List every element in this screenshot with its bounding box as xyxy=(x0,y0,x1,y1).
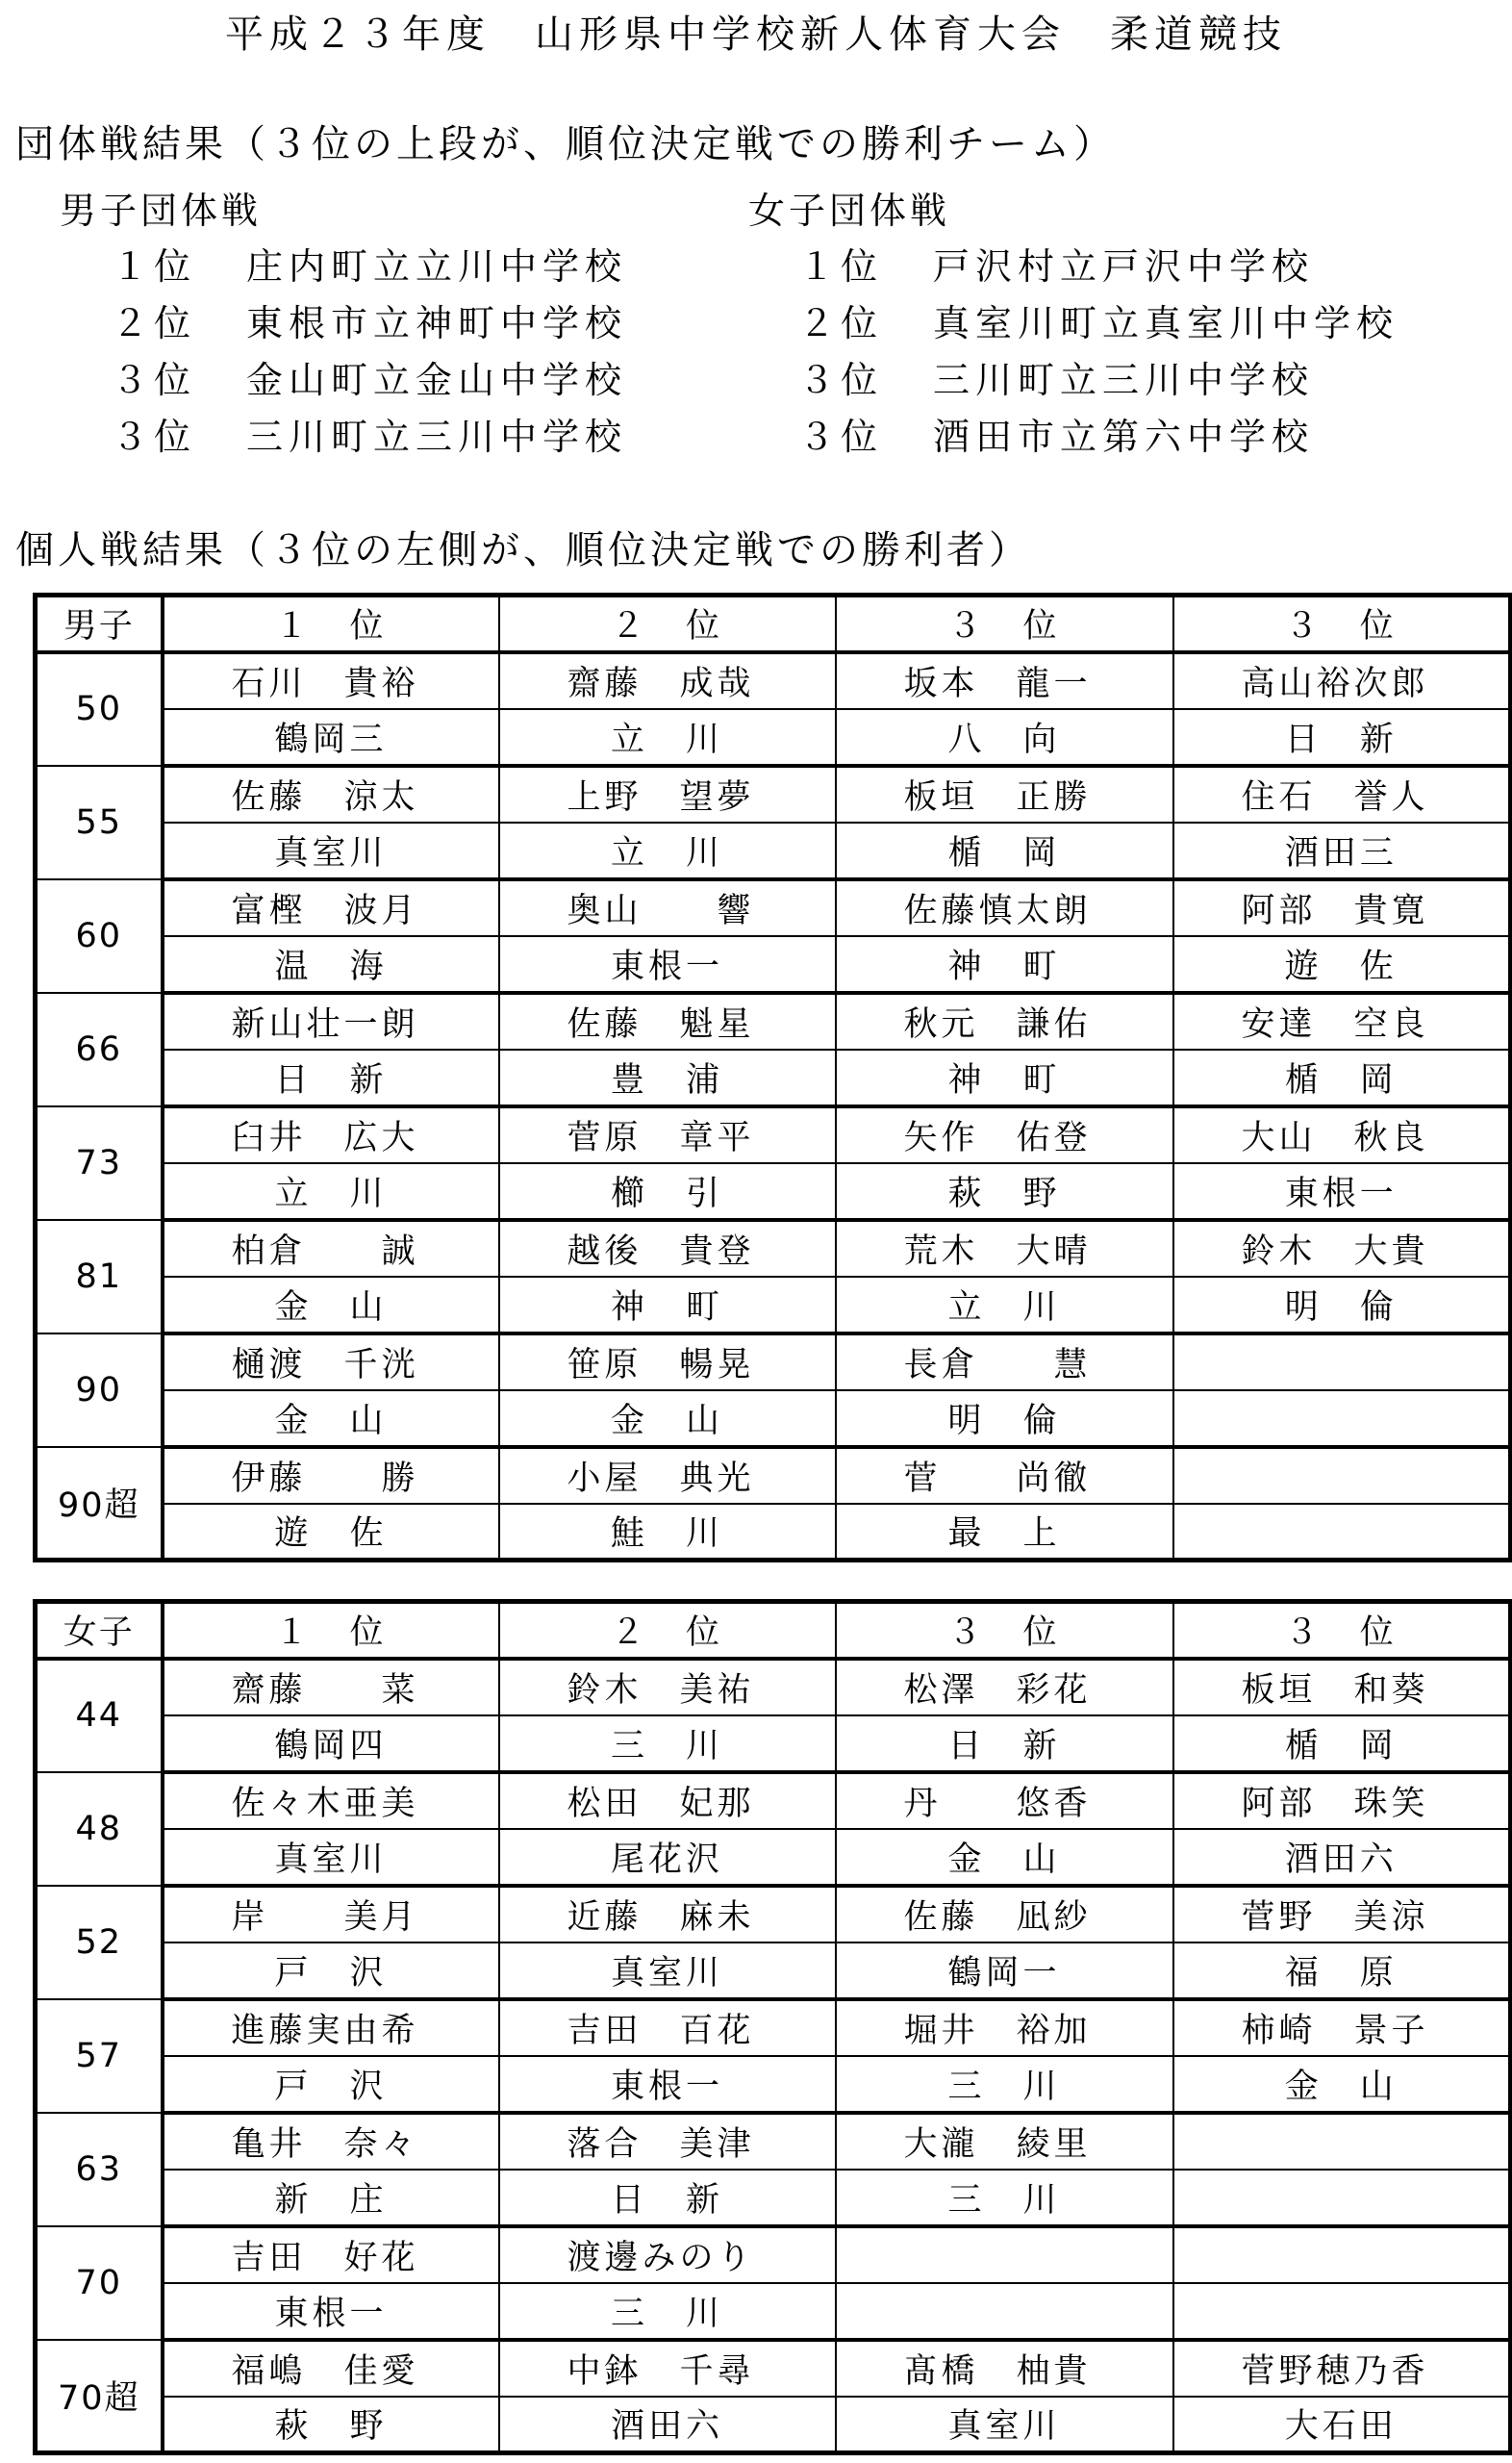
athlete-school: 温 海 xyxy=(163,936,499,993)
table-row xyxy=(36,2340,1511,2397)
team-result-row xyxy=(798,407,1314,460)
weight-class: 44 xyxy=(36,1659,163,1772)
team-school: 庄内町立立川中学校 xyxy=(246,245,628,288)
athlete-school: 楯 岡 xyxy=(1173,1715,1511,1772)
athlete-name: 岸 美月 xyxy=(163,1886,499,1942)
athlete-school: 立 川 xyxy=(163,1163,499,1220)
athlete-name: 佐藤慎太朗 xyxy=(836,879,1173,936)
team-rank: ３位 xyxy=(112,359,197,401)
team-result-row xyxy=(112,407,627,460)
athlete-school: 酒田六 xyxy=(499,2397,836,2453)
table-row xyxy=(36,1829,1511,1886)
weight-class: 48 xyxy=(36,1772,163,1886)
athlete-school: 明 倫 xyxy=(1173,1277,1511,1333)
athlete-school: 戸 沢 xyxy=(163,2056,499,2113)
athlete-school: 真室川 xyxy=(499,1942,836,1999)
athlete-school: 東根一 xyxy=(163,2283,499,2340)
table-row xyxy=(36,2283,1511,2340)
athlete-school: 神 町 xyxy=(836,1050,1173,1106)
athlete-name: 落合 美津 xyxy=(499,2113,836,2170)
team-rank: ２位 xyxy=(798,302,884,344)
athlete-name: 菅野穂乃香 xyxy=(1173,2340,1511,2397)
athlete-school: 萩 野 xyxy=(836,1163,1173,1220)
athlete-name: 石川 貴裕 xyxy=(163,652,499,709)
athlete-name: 亀井 奈々 xyxy=(163,2113,499,2170)
athlete-school: 萩 野 xyxy=(163,2397,499,2453)
athlete-school xyxy=(1173,2283,1511,2340)
rank-header: ３ 位 xyxy=(1173,1602,1511,1659)
athlete-name: 佐藤 凪紗 xyxy=(836,1886,1173,1942)
table-row xyxy=(36,2113,1511,2170)
athlete-name: 佐々木亜美 xyxy=(163,1772,499,1829)
table-row xyxy=(36,1220,1511,1277)
athlete-school: 金 山 xyxy=(163,1277,499,1333)
team-result-row xyxy=(112,350,627,403)
athlete-name: 髙橋 柚貴 xyxy=(836,2340,1173,2397)
athlete-name: 奥山 響 xyxy=(499,879,836,936)
athlete-school: 真室川 xyxy=(163,1829,499,1886)
athlete-name: 菅野 美涼 xyxy=(1173,1886,1511,1942)
athlete-name: 鈴木 美祐 xyxy=(499,1659,836,1715)
athlete-school: 真室川 xyxy=(836,2397,1173,2453)
athlete-name: 齋藤 成哉 xyxy=(499,652,836,709)
athlete-school: 神 町 xyxy=(499,1277,836,1333)
weight-class: 90超 xyxy=(36,1447,163,1561)
athlete-name: 秋元 謙佑 xyxy=(836,993,1173,1050)
team-rank: ３位 xyxy=(798,359,884,401)
team-school: 三川町立三川中学校 xyxy=(933,359,1315,401)
athlete-school: 鮭 川 xyxy=(499,1504,836,1561)
athlete-name: 鈴木 大貴 xyxy=(1173,1220,1511,1277)
table-row xyxy=(36,1050,1511,1106)
athlete-school: 福 原 xyxy=(1173,1942,1511,1999)
table-row xyxy=(36,1390,1511,1447)
table-header-row xyxy=(36,1602,1511,1659)
athlete-name: 板垣 和葵 xyxy=(1173,1659,1511,1715)
team-school: 酒田市立第六中学校 xyxy=(933,416,1315,458)
table-row xyxy=(36,1886,1511,1942)
team-rank: ２位 xyxy=(112,302,197,344)
athlete-name: 上野 望夢 xyxy=(499,766,836,823)
athlete-name: 笹原 暢晃 xyxy=(499,1333,836,1390)
athlete-name: 佐藤 魁星 xyxy=(499,993,836,1050)
table-row xyxy=(36,1277,1511,1333)
athlete-name: 松澤 彩花 xyxy=(836,1659,1173,1715)
table-row xyxy=(36,652,1511,709)
athlete-name: 樋渡 千洸 xyxy=(163,1333,499,1390)
athlete-name: 富樫 波月 xyxy=(163,879,499,936)
athlete-school: 最 上 xyxy=(836,1504,1173,1561)
division-header: 男子 xyxy=(36,596,163,652)
weight-class: 90 xyxy=(36,1333,163,1447)
athlete-school: 立 川 xyxy=(499,823,836,879)
athlete-school: 明 倫 xyxy=(836,1390,1173,1447)
rank-header: ２ 位 xyxy=(499,1602,836,1659)
rank-header: ３ 位 xyxy=(836,596,1173,652)
rank-header: ２ 位 xyxy=(499,596,836,652)
athlete-name: 伊藤 勝 xyxy=(163,1447,499,1504)
table-header-row xyxy=(36,596,1511,652)
team-rank: １位 xyxy=(798,245,884,288)
athlete-school: 日 新 xyxy=(1173,709,1511,766)
team-result-row xyxy=(798,237,1314,290)
page-title: 平成２３年度 山形県中学校新人体育大会 柔道競技 xyxy=(225,13,1287,57)
team-rank: ３位 xyxy=(798,416,884,458)
team-results-heading: 団体戦結果（３位の上段が、順位決定戦での勝利チーム） xyxy=(15,122,1116,166)
athlete-school: 三 川 xyxy=(836,2170,1173,2226)
athlete-school xyxy=(1173,1504,1511,1561)
athlete-school: 八 向 xyxy=(836,709,1173,766)
weight-class: 63 xyxy=(36,2113,163,2226)
table-row xyxy=(36,2056,1511,2113)
weight-class: 73 xyxy=(36,1106,163,1220)
boys-team-label: 男子団体戦 xyxy=(60,190,263,232)
athlete-school: 鶴岡一 xyxy=(836,1942,1173,1999)
athlete-name: 荒木 大晴 xyxy=(836,1220,1173,1277)
athlete-name: 中鉢 千尋 xyxy=(499,2340,836,2397)
athlete-name: 柿崎 景子 xyxy=(1173,1999,1511,2056)
athlete-name: 大瀧 綾里 xyxy=(836,2113,1173,2170)
table-row xyxy=(36,1942,1511,1999)
athlete-name: 福嶋 佳愛 xyxy=(163,2340,499,2397)
athlete-school: 東根一 xyxy=(1173,1163,1511,1220)
girls-individual-table xyxy=(33,1599,1512,2455)
athlete-school: 東根一 xyxy=(499,936,836,993)
weight-class: 70 xyxy=(36,2226,163,2340)
table-row xyxy=(36,709,1511,766)
weight-class: 57 xyxy=(36,1999,163,2113)
team-result-row xyxy=(112,293,627,346)
table-row xyxy=(36,1999,1511,2056)
athlete-school: 立 川 xyxy=(836,1277,1173,1333)
athlete-name: 菅原 章平 xyxy=(499,1106,836,1163)
athlete-school: 日 新 xyxy=(163,1050,499,1106)
team-school: 東根市立神町中学校 xyxy=(246,302,628,344)
rank-header: ３ 位 xyxy=(1173,596,1511,652)
table-row xyxy=(36,1504,1511,1561)
athlete-name: 矢作 佑登 xyxy=(836,1106,1173,1163)
athlete-name: 坂本 龍一 xyxy=(836,652,1173,709)
athlete-school: 金 山 xyxy=(163,1390,499,1447)
athlete-school: 日 新 xyxy=(499,2170,836,2226)
athlete-name: 丹 悠香 xyxy=(836,1772,1173,1829)
weight-class: 66 xyxy=(36,993,163,1106)
athlete-name xyxy=(1173,1333,1511,1390)
rank-header: １ 位 xyxy=(163,1602,499,1659)
boys-individual-table xyxy=(33,593,1512,1562)
athlete-school: 遊 佐 xyxy=(1173,936,1511,993)
athlete-name: 堀井 裕加 xyxy=(836,1999,1173,2056)
team-result-row xyxy=(112,237,627,290)
athlete-school: 金 山 xyxy=(499,1390,836,1447)
athlete-school xyxy=(836,2283,1173,2340)
athlete-name xyxy=(1173,1447,1511,1504)
athlete-school: 日 新 xyxy=(836,1715,1173,1772)
athlete-school: 大石田 xyxy=(1173,2397,1511,2453)
athlete-name: 新山壮一朗 xyxy=(163,993,499,1050)
table-row xyxy=(36,1333,1511,1390)
athlete-name: 住石 誉人 xyxy=(1173,766,1511,823)
weight-class: 60 xyxy=(36,879,163,993)
athlete-name: 長倉 慧 xyxy=(836,1333,1173,1390)
athlete-name: 渡邊みのり xyxy=(499,2226,836,2283)
table-row xyxy=(36,2226,1511,2283)
athlete-school: 新 庄 xyxy=(163,2170,499,2226)
team-rank: １位 xyxy=(112,245,197,288)
rank-header: １ 位 xyxy=(163,596,499,652)
athlete-name: 近藤 麻未 xyxy=(499,1886,836,1942)
team-school: 真室川町立真室川中学校 xyxy=(933,302,1399,344)
athlete-school: 真室川 xyxy=(163,823,499,879)
athlete-name: 安達 空良 xyxy=(1173,993,1511,1050)
weight-class: 52 xyxy=(36,1886,163,1999)
athlete-school: 鶴岡三 xyxy=(163,709,499,766)
athlete-name: 板垣 正勝 xyxy=(836,766,1173,823)
weight-class: 55 xyxy=(36,766,163,879)
team-result-row xyxy=(798,350,1314,403)
rank-header: ３ 位 xyxy=(836,1602,1173,1659)
athlete-school xyxy=(1173,1390,1511,1447)
athlete-name: 阿部 貴寛 xyxy=(1173,879,1511,936)
athlete-school: 尾花沢 xyxy=(499,1829,836,1886)
athlete-school: 三 川 xyxy=(499,1715,836,1772)
athlete-school: 楯 岡 xyxy=(1173,1050,1511,1106)
team-school: 戸沢村立戸沢中学校 xyxy=(933,245,1315,288)
athlete-name: 齋藤 菜 xyxy=(163,1659,499,1715)
table-row xyxy=(36,1106,1511,1163)
athlete-school: 櫛 引 xyxy=(499,1163,836,1220)
athlete-name: 松田 妃那 xyxy=(499,1772,836,1829)
table-row xyxy=(36,1447,1511,1504)
athlete-school: 三 川 xyxy=(836,2056,1173,2113)
team-rank: ３位 xyxy=(112,416,197,458)
athlete-name: 臼井 広大 xyxy=(163,1106,499,1163)
athlete-name: 菅 尚徹 xyxy=(836,1447,1173,1504)
table-row xyxy=(36,1715,1511,1772)
table-row xyxy=(36,993,1511,1050)
table-row xyxy=(36,879,1511,936)
team-school: 金山町立金山中学校 xyxy=(246,359,628,401)
athlete-name: 阿部 珠笑 xyxy=(1173,1772,1511,1829)
athlete-name: 柏倉 誠 xyxy=(163,1220,499,1277)
athlete-school: 東根一 xyxy=(499,2056,836,2113)
athlete-school: 楯 岡 xyxy=(836,823,1173,879)
table-row xyxy=(36,1772,1511,1829)
weight-class: 70超 xyxy=(36,2340,163,2453)
athlete-name xyxy=(1173,2226,1511,2283)
athlete-name xyxy=(1173,2113,1511,2170)
table-row xyxy=(36,2397,1511,2453)
girls-team-label: 女子団体戦 xyxy=(748,190,951,232)
athlete-name: 大山 秋良 xyxy=(1173,1106,1511,1163)
table-row xyxy=(36,2170,1511,2226)
athlete-name: 小屋 典光 xyxy=(499,1447,836,1504)
athlete-school: 豊 浦 xyxy=(499,1050,836,1106)
table-row xyxy=(36,1659,1511,1715)
table-row xyxy=(36,1163,1511,1220)
table-row xyxy=(36,823,1511,879)
athlete-school: 戸 沢 xyxy=(163,1942,499,1999)
team-school: 三川町立三川中学校 xyxy=(246,416,628,458)
athlete-school: 三 川 xyxy=(499,2283,836,2340)
athlete-school: 酒田三 xyxy=(1173,823,1511,879)
athlete-name: 吉田 百花 xyxy=(499,1999,836,2056)
table-row xyxy=(36,936,1511,993)
weight-class: 50 xyxy=(36,652,163,766)
athlete-school: 鶴岡四 xyxy=(163,1715,499,1772)
athlete-name xyxy=(836,2226,1173,2283)
athlete-school: 金 山 xyxy=(836,1829,1173,1886)
individual-results-heading: 個人戦結果（３位の左側が、順位決定戦での勝利者） xyxy=(15,528,1031,572)
athlete-school: 遊 佐 xyxy=(163,1504,499,1561)
weight-class: 81 xyxy=(36,1220,163,1333)
athlete-school: 神 町 xyxy=(836,936,1173,993)
athlete-school: 立 川 xyxy=(499,709,836,766)
table-row xyxy=(36,766,1511,823)
athlete-name: 吉田 好花 xyxy=(163,2226,499,2283)
division-header: 女子 xyxy=(36,1602,163,1659)
athlete-school: 酒田六 xyxy=(1173,1829,1511,1886)
athlete-school xyxy=(1173,2170,1511,2226)
athlete-name: 越後 貴登 xyxy=(499,1220,836,1277)
team-result-row xyxy=(798,293,1399,346)
athlete-name: 進藤実由希 xyxy=(163,1999,499,2056)
athlete-name: 高山裕次郎 xyxy=(1173,652,1511,709)
athlete-name: 佐藤 涼太 xyxy=(163,766,499,823)
athlete-school: 金 山 xyxy=(1173,2056,1511,2113)
